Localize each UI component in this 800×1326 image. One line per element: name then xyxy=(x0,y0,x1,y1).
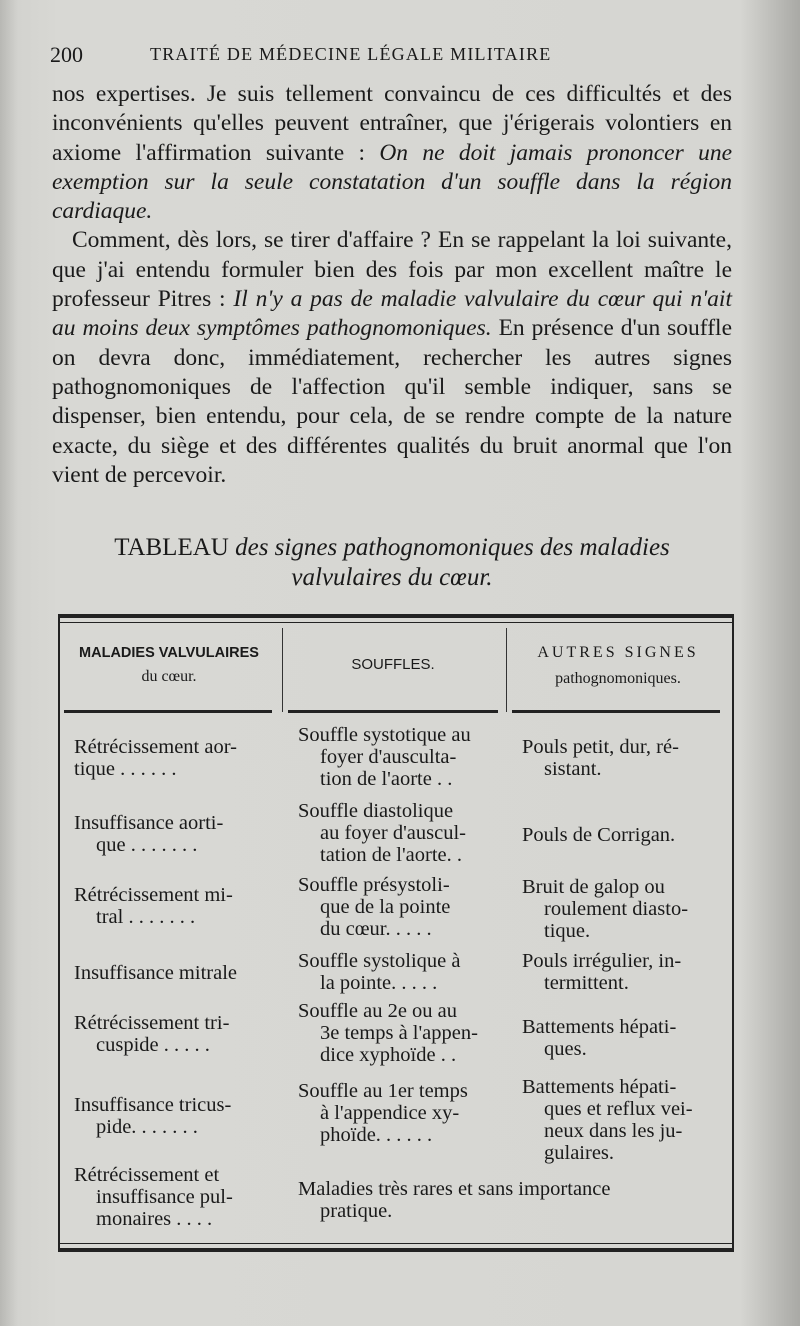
header-rule-1 xyxy=(64,710,272,713)
row-2-signes xyxy=(522,824,722,846)
cell-line: 3e temps à l'appen- xyxy=(320,1022,478,1044)
row-2-souffle xyxy=(298,800,500,866)
cell-line: Souffle au 2e ou au xyxy=(298,1000,458,1022)
row-7-merged xyxy=(298,1178,726,1222)
row-1-signes xyxy=(522,736,722,780)
cell-line: à l'appendice xy- xyxy=(320,1102,460,1124)
cell-line: tique. xyxy=(544,920,591,942)
paragraph-2 xyxy=(52,226,732,490)
caption-italic-1: des signes pathognomoniques des maladies xyxy=(228,534,670,561)
table-bottom-rule xyxy=(60,1243,732,1244)
caption-lead: TABLEAU xyxy=(114,534,229,561)
cell-line: tral . . . . . . . xyxy=(96,906,196,928)
paragraph-1-text: nos expertises. Je suis tellement convaincu de ces difficultés et des inconvénients qu'elles peuvent entraîner, que j'érigerais volontiers en axiome l'affirmation suivante : xyxy=(52,81,732,166)
cell-line: ques et reflux vei- xyxy=(544,1098,693,1120)
cell-line: du cœur. . . . . xyxy=(320,918,432,940)
cell-line: la pointe. . . . . xyxy=(320,972,438,994)
cell-line: Souffle présystoli- xyxy=(298,874,450,896)
cell-line: cuspide . . . . . xyxy=(96,1034,210,1056)
cell-line: Battements hépati- xyxy=(522,1016,677,1038)
cell-line: neux dans les ju- xyxy=(544,1120,683,1142)
cell-line: Souffle systotique au xyxy=(298,724,471,746)
cell-line: foyer d'ausculta- xyxy=(320,746,457,768)
page-header xyxy=(50,42,740,72)
cell-line: termittent. xyxy=(544,972,629,994)
cell-line: sistant. xyxy=(544,758,602,780)
cell-line: dice xyphoïde . . xyxy=(320,1044,457,1066)
cell-line: Pouls irrégulier, in- xyxy=(522,950,682,972)
row-4-signes xyxy=(522,950,722,994)
header-divider-2 xyxy=(506,628,507,712)
page-number: 200 xyxy=(50,42,83,67)
header-diseases: MALADIES VALVULAIRES xyxy=(79,645,259,661)
caption-italic-2: valvulaires du cœur. xyxy=(291,564,493,591)
cell-line: pide. . . . . . . xyxy=(96,1116,198,1138)
row-6-souffle xyxy=(298,1080,500,1146)
running-title: TRAITÉ DE MÉDECINE LÉGALE MILITAIRE xyxy=(150,44,552,64)
row-5-disease xyxy=(74,1012,270,1056)
row-6-signes xyxy=(522,1076,722,1164)
cell-line: Insuffisance aorti- xyxy=(74,812,224,834)
cell-line: Rétrécissement et xyxy=(74,1164,220,1186)
row-1-disease xyxy=(74,736,270,780)
signs-table xyxy=(58,614,734,1252)
paragraph-1-italic: On ne doit jamais prononcer une exemption sur la seule constatation d'un souffle dans la région cardiaque. xyxy=(52,139,733,225)
header-souffles: SOUFFLES. xyxy=(351,656,435,673)
cell-line: ques. xyxy=(544,1038,587,1060)
header-diseases-sub: du cœur. xyxy=(141,668,197,685)
cell-line: Souffle systolique à xyxy=(298,950,461,972)
cell-line: Insuffisance mitrale xyxy=(74,962,237,984)
cell-line: Insuffisance tricus- xyxy=(74,1094,232,1116)
cell-line: que . . . . . . . xyxy=(96,834,198,856)
paragraph-2-text: Comment, dès lors, se tirer d'affaire ? En se rappelant la loi suivante, que j'ai entendu formuler bien des fois par mon excellent maître le professeur Pitres : xyxy=(52,227,732,313)
cell-line: Maladies très rares et sans importance xyxy=(298,1178,611,1200)
row-6-disease xyxy=(74,1094,270,1138)
row-3-disease xyxy=(74,884,270,928)
body-text xyxy=(52,80,732,490)
cell-line: que de la pointe xyxy=(320,896,451,918)
table-caption xyxy=(52,533,732,593)
paragraph-2-tail: En présence d'un souffle on devra donc, immédiatement, rechercher les autres signes pathognomoniques de l'affection qu'il semble indiquer, sans se dispenser, bien entendu, pour cela, de se rendre compte de la nature exacte, du siège et des différentes qualités du bruit anormal que l'on vient de percevoir. xyxy=(52,315,732,488)
cell-line: roulement diasto- xyxy=(544,898,689,920)
cell-line: Rétrécissement mi- xyxy=(74,884,233,906)
table-top-rule xyxy=(60,622,732,623)
cell-line: Bruit de galop ou xyxy=(522,876,665,898)
cell-line: monaires . . . . xyxy=(96,1208,213,1230)
header-rule-2 xyxy=(288,710,498,713)
row-3-souffle xyxy=(298,874,500,940)
paragraph-2-italic: Il n'y a pas de maladie valvulaire du cœur qui n'ait au moins deux symptômes pathognomoniques. xyxy=(52,286,732,342)
cell-line: insuffisance pul- xyxy=(96,1186,233,1208)
header-signes-sub: pathognomoniques. xyxy=(555,670,681,687)
row-2-disease xyxy=(74,812,270,856)
row-5-souffle xyxy=(298,1000,500,1066)
cell-line: Rétrécissement aor- xyxy=(74,736,237,758)
cell-line: pratique. xyxy=(320,1200,393,1222)
header-signes: AUTRES SIGNES xyxy=(537,644,699,661)
row-4-souffle xyxy=(298,950,500,994)
row-1-souffle xyxy=(298,724,500,790)
row-3-signes xyxy=(522,876,722,942)
cell-line: tation de l'aorte. . xyxy=(320,844,463,866)
row-4-disease xyxy=(74,962,270,984)
cell-line: tion de l'aorte . . xyxy=(320,768,453,790)
header-divider-1 xyxy=(282,628,283,712)
header-rule-3 xyxy=(512,710,720,713)
cell-line: au foyer d'auscul- xyxy=(320,822,466,844)
row-7-disease xyxy=(74,1164,270,1230)
paragraph-1 xyxy=(52,80,732,226)
cell-line: Pouls de Corrigan. xyxy=(522,824,676,846)
cell-line: gulaires. xyxy=(544,1142,615,1164)
cell-line: Souffle au 1er temps xyxy=(298,1080,468,1102)
cell-line: Rétrécissement tri- xyxy=(74,1012,230,1034)
cell-line: phoïde. . . . . . xyxy=(320,1124,433,1146)
row-5-signes xyxy=(522,1016,722,1060)
cell-line: Souffle diastolique xyxy=(298,800,454,822)
cell-line: Battements hépati- xyxy=(522,1076,677,1098)
cell-line: Pouls petit, dur, ré- xyxy=(522,736,679,758)
cell-line: tique . . . . . . xyxy=(74,758,177,780)
